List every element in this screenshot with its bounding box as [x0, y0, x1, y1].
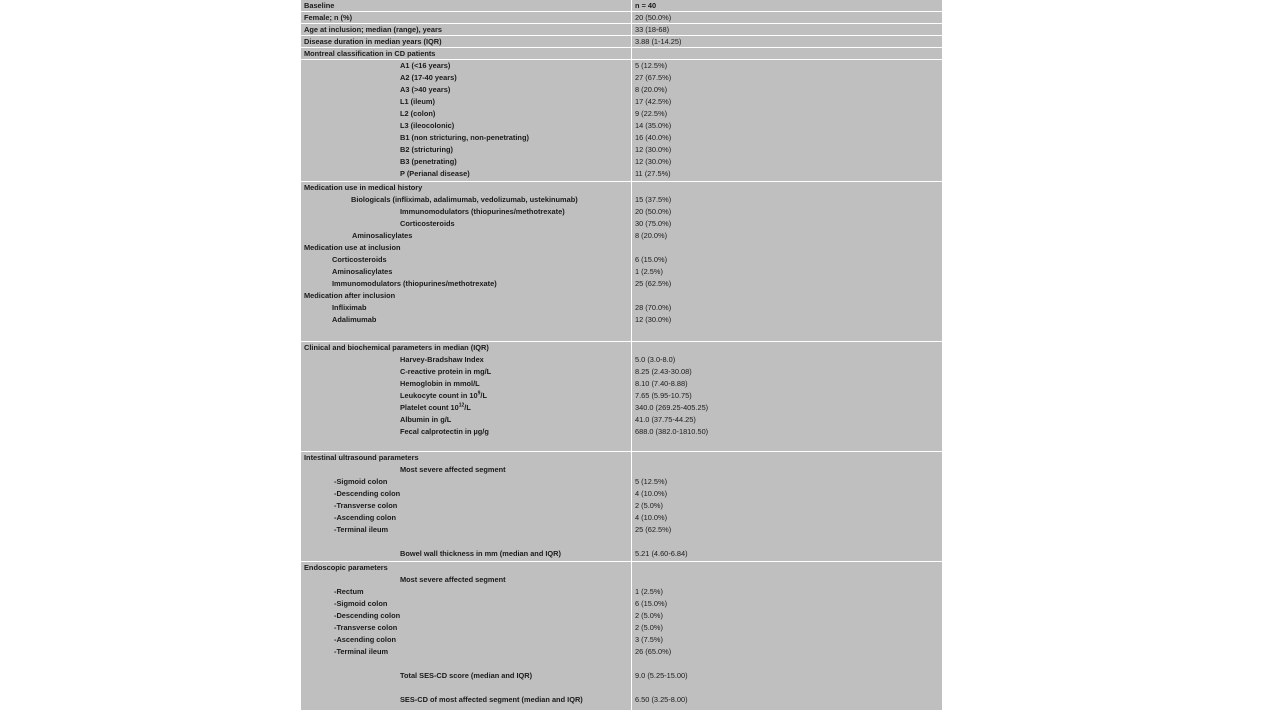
row-value: 20 (50.0%) [635, 207, 672, 216]
row-value: 4 (10.0%) [635, 489, 668, 498]
table-row [301, 144, 942, 156]
row-label: Total SES-CD score (median and IQR) [400, 671, 533, 680]
row-label: L3 (ileocolonic) [400, 121, 455, 130]
section-title: Medication use at inclusion [304, 243, 401, 252]
row-label: -Terminal ileum [334, 525, 389, 534]
table-row [301, 302, 942, 314]
baseline-characteristics-table [301, 0, 942, 710]
section-title: Montreal classification in CD patients [304, 49, 436, 58]
row-label: B2 (stricturing) [400, 145, 453, 154]
row-value: 25 (62.5%) [635, 525, 672, 534]
table-row [301, 378, 942, 390]
table-row [301, 266, 942, 278]
row-value: 688.0 (382.0-1810.50) [635, 427, 709, 436]
row-label: -Sigmoid colon [334, 599, 388, 608]
table-row [301, 366, 942, 378]
row-value: 11 (27.5%) [635, 169, 671, 178]
table-row [301, 314, 942, 326]
table-row [301, 84, 942, 96]
row-value: 12 (30.0%) [635, 315, 672, 324]
row-label: B1 (non stricturing, non-penetrating) [400, 133, 529, 142]
row-label-text: Leukocyte count in 10 [400, 391, 478, 400]
row-label: -Ascending colon [334, 635, 397, 644]
row-value: 340.0 (269.25-405.25) [635, 403, 709, 412]
table-row [301, 120, 942, 132]
row-label: Aminosalicylates [332, 267, 393, 276]
table-row [301, 12, 942, 24]
table-row [301, 598, 942, 610]
table-row [301, 72, 942, 84]
table-row [301, 254, 942, 266]
table-row [301, 354, 942, 366]
row-label: Corticosteroids [332, 255, 387, 264]
row-label: Female; n (%) [304, 13, 353, 22]
row-value: 8 (20.0%) [635, 231, 668, 240]
table-row [301, 60, 942, 72]
table-row [301, 500, 942, 512]
row-value: 1 (2.5%) [635, 267, 663, 276]
section-title-row [301, 342, 942, 354]
row-value: 5 (12.5%) [635, 61, 668, 70]
row-value: 9.0 (5.25-15.00) [635, 671, 688, 680]
row-label: SES-CD of most affected segment (median and IQR) [400, 695, 583, 704]
row-value: 5.0 (3.0-8.0) [635, 355, 676, 364]
table-header-row [301, 0, 942, 12]
row-value: 12 (30.0%) [635, 157, 672, 166]
row-value: 28 (70.0%) [635, 303, 672, 312]
section-title: Endoscopic parameters [304, 563, 388, 572]
section-title: Medication use in medical history [304, 183, 423, 192]
table-row [301, 622, 942, 634]
table-row [301, 218, 942, 230]
row-value: 25 (62.5%) [635, 279, 672, 288]
header-label: Baseline [304, 1, 335, 10]
row-label: Adalimumab [332, 315, 377, 324]
table-row [301, 194, 942, 206]
row-value: 1 (2.5%) [635, 587, 663, 596]
row-value: 8.25 (2.43-30.08) [635, 367, 692, 376]
row-label: Albumin in g/L [400, 415, 452, 424]
row-label: A3 (>40 years) [400, 85, 451, 94]
row-label: A1 (<16 years) [400, 61, 451, 70]
row-label: Age at inclusion; median (range), years [304, 25, 442, 34]
row-label: -Sigmoid colon [334, 477, 388, 486]
row-label: -Terminal ileum [334, 647, 389, 656]
table-row [301, 414, 942, 426]
row-value: 9 (22.5%) [635, 109, 668, 118]
table-row [301, 156, 942, 168]
row-value: 14 (35.0%) [635, 121, 672, 130]
row-label: Immunomodulators (thiopurines/methotrexate) [400, 207, 565, 216]
table-row [301, 230, 942, 242]
table-row [301, 206, 942, 218]
row-value: 2 (5.0%) [635, 501, 663, 510]
row-value: 8 (20.0%) [635, 85, 668, 94]
row-label: Bowel wall thickness in mm (median and IQR) [400, 549, 561, 558]
section-title: Intestinal ultrasound parameters [304, 453, 419, 462]
row-value: 5 (12.5%) [635, 477, 668, 486]
table-row [301, 548, 942, 560]
row-label [400, 402, 471, 414]
table-row [301, 646, 942, 658]
table-row [301, 390, 942, 402]
section-subtitle-row [301, 574, 942, 586]
section-title: Medication after inclusion [304, 291, 396, 300]
row-label: A2 (17-40 years) [400, 73, 457, 82]
row-value: 3 (7.5%) [635, 635, 663, 644]
section-subtitle: Most severe affected segment [400, 465, 506, 474]
table-row [301, 36, 942, 48]
row-value: 17 (42.5%) [635, 97, 672, 106]
table-row [301, 402, 942, 414]
table-row [301, 488, 942, 500]
row-value: 20 (50.0%) [635, 13, 672, 22]
row-label-text: Platelet count 10 [400, 403, 459, 412]
row-value: 2 (5.0%) [635, 611, 663, 620]
row-label: -Rectum [334, 587, 364, 596]
row-value: 3.88 (1-14.25) [635, 37, 682, 46]
row-label: -Transverse colon [334, 501, 398, 510]
table-row [301, 278, 942, 290]
section-title-row [301, 48, 942, 60]
row-value: 27 (67.5%) [635, 73, 672, 82]
row-value: 15 (37.5%) [635, 195, 672, 204]
section-title: Clinical and biochemical parameters in median (IQR) [304, 343, 489, 352]
section-subtitle-row [301, 464, 942, 476]
table-row [301, 524, 942, 536]
row-label [400, 390, 487, 402]
row-label: Fecal calprotectin in µg/g [400, 427, 489, 436]
row-label-exponent: 9 [477, 390, 481, 397]
table-row [301, 634, 942, 646]
row-value: 30 (75.0%) [635, 219, 672, 228]
table-row [301, 24, 942, 36]
header-value: n = 40 [635, 1, 657, 10]
row-value: 4 (10.0%) [635, 513, 668, 522]
row-label: Corticosteroids [400, 219, 455, 228]
row-label: Aminosalicylates [352, 231, 413, 240]
row-label: -Transverse colon [334, 623, 398, 632]
row-label: -Descending colon [334, 611, 401, 620]
table-row [301, 168, 942, 180]
row-label: L1 (ileum) [400, 97, 435, 106]
table-row [301, 426, 942, 438]
row-value: 41.0 (37.75-44.25) [635, 415, 696, 424]
row-label: B3 (penetrating) [400, 157, 457, 166]
row-value: 6.50 (3.25-8.00) [635, 695, 688, 704]
row-label: Hemoglobin in mmol/L [400, 379, 480, 388]
row-label: Biologicals (infliximab, adalimumab, vedolizumab, ustekinumab) [351, 195, 578, 204]
row-value: 6 (15.0%) [635, 599, 668, 608]
table-row [301, 694, 942, 706]
table-row [301, 132, 942, 144]
row-label-exponent: 12 [458, 402, 465, 409]
row-label: Harvey-Bradshaw Index [400, 355, 484, 364]
row-label: Immunomodulators (thiopurines/methotrexate) [332, 279, 497, 288]
section-title-row [301, 562, 942, 574]
section-title-row [301, 290, 942, 302]
row-label: P (Perianal disease) [400, 169, 470, 178]
row-label: L2 (colon) [400, 109, 436, 118]
row-label: Disease duration in median years (IQR) [304, 37, 442, 46]
section-title-row [301, 452, 942, 464]
table-row [301, 610, 942, 622]
row-value: 26 (65.0%) [635, 647, 672, 656]
row-label: C-reactive protein in mg/L [400, 367, 492, 376]
table-row [301, 108, 942, 120]
row-value: 5.21 (4.60-6.84) [635, 549, 688, 558]
table-row [301, 670, 942, 682]
row-value: 2 (5.0%) [635, 623, 663, 632]
section-title-row [301, 242, 942, 254]
row-label-unit: /L [464, 403, 471, 412]
table-row [301, 96, 942, 108]
row-label: Infliximab [332, 303, 367, 312]
section-subtitle: Most severe affected segment [400, 575, 506, 584]
row-label: -Descending colon [334, 489, 401, 498]
row-label-unit: /L [480, 391, 487, 400]
row-value: 16 (40.0%) [635, 133, 672, 142]
row-value: 12 (30.0%) [635, 145, 672, 154]
table-row [301, 476, 942, 488]
row-value: 33 (18-68) [635, 25, 670, 34]
table-row [301, 586, 942, 598]
row-value: 7.65 (5.95-10.75) [635, 391, 692, 400]
row-value: 6 (15.0%) [635, 255, 668, 264]
section-title-row [301, 182, 942, 194]
row-value: 8.10 (7.40-8.88) [635, 379, 688, 388]
table-row [301, 512, 942, 524]
row-label: -Ascending colon [334, 513, 397, 522]
